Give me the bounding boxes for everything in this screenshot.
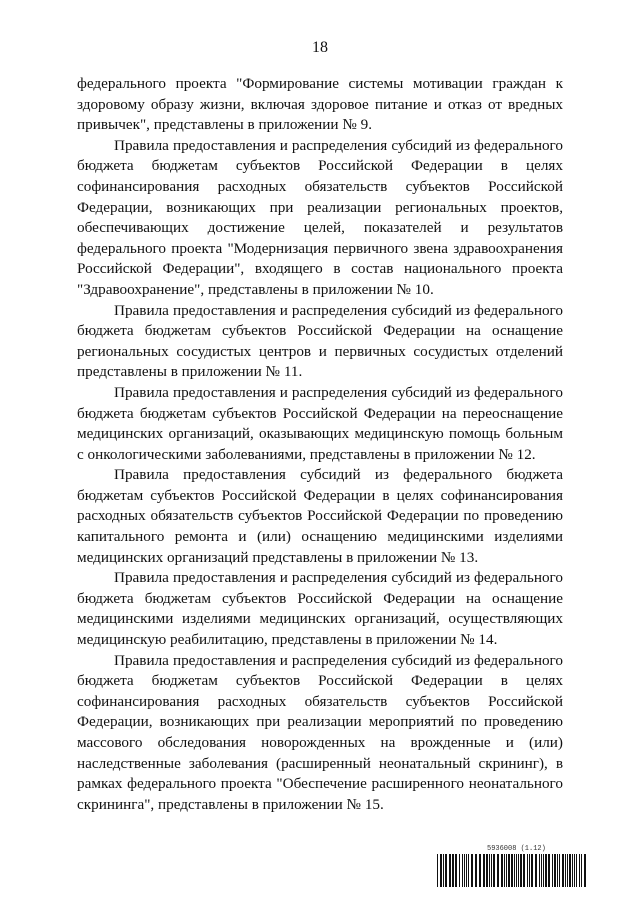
paragraph: федерального проекта "Формирование системы мотивации граждан к здоровому образу жизни, включая здоровое питание и отказ от вредных привычек", представлены в приложении № 9.: [77, 75, 563, 134]
paragraph: Правила предоставления субсидий из федерального бюджета бюджетам субъектов Российской Федерации в целях софинансирования расходных обязательств субъектов Российской Федерации по проведению капитального ремонта и (или) оснащению медицинскими изделиями медицинских организаций представлены в приложении № 13.: [77, 466, 563, 566]
paragraph: Правила предоставления и распределения субсидий из федерального бюджета бюджетам субъектов Российской Федерации на оснащение медицинскими изделиями медицинских организаций, осуществляющих медицинскую реабилитацию, представлены в приложении № 14.: [77, 569, 563, 649]
barcode-block: [437, 845, 589, 891]
paragraph: Правила предоставления и распределения субсидий из федерального бюджета бюджетам субъектов Российской Федерации на оснащение региональных сосудистых центров и первичных сосудистых отделений представлены в приложении № 11.: [77, 301, 563, 381]
page-number: 18: [312, 39, 328, 56]
paragraph: Правила предоставления и распределения субсидий из федерального бюджета бюджетам субъектов Российской Федерации в целях софинансирования расходных обязательств субъектов Российской Федерации, возникающих при реализации мероприятий по проведению массового обследования новорожденных на врожденные и (или) наследственные заболевания (расширенный неонатальный скрининг), в рамках федерального проекта "Обеспечение расширенного неонатального скрининга", представлены в приложении № 15.: [77, 651, 563, 813]
document-body: [77, 74, 563, 815]
barcode-caption: 5936008 (1.12): [487, 845, 546, 853]
paragraph: Правила предоставления и распределения субсидий из федерального бюджета бюджетам субъектов Российской Федерации в целях софинансирования расходных обязательств субъектов Российской Федерации, возникающих при реализации региональных проектов, обеспечивающих достижение целей, показателей и результатов федерального проекта "Модернизация первичного звена здравоохранения Российской Федерации", входящего в состав национального проекта "Здравоохранение", представлены в приложении № 10.: [77, 136, 563, 298]
paragraph: Правила предоставления и распределения субсидий из федерального бюджета бюджетам субъектов Российской Федерации на переоснащение медицинских организаций, оказывающих медицинскую помощь больным с онкологическими заболеваниями, представлены в приложении № 12.: [77, 383, 563, 463]
barcode-icon: [437, 854, 589, 887]
